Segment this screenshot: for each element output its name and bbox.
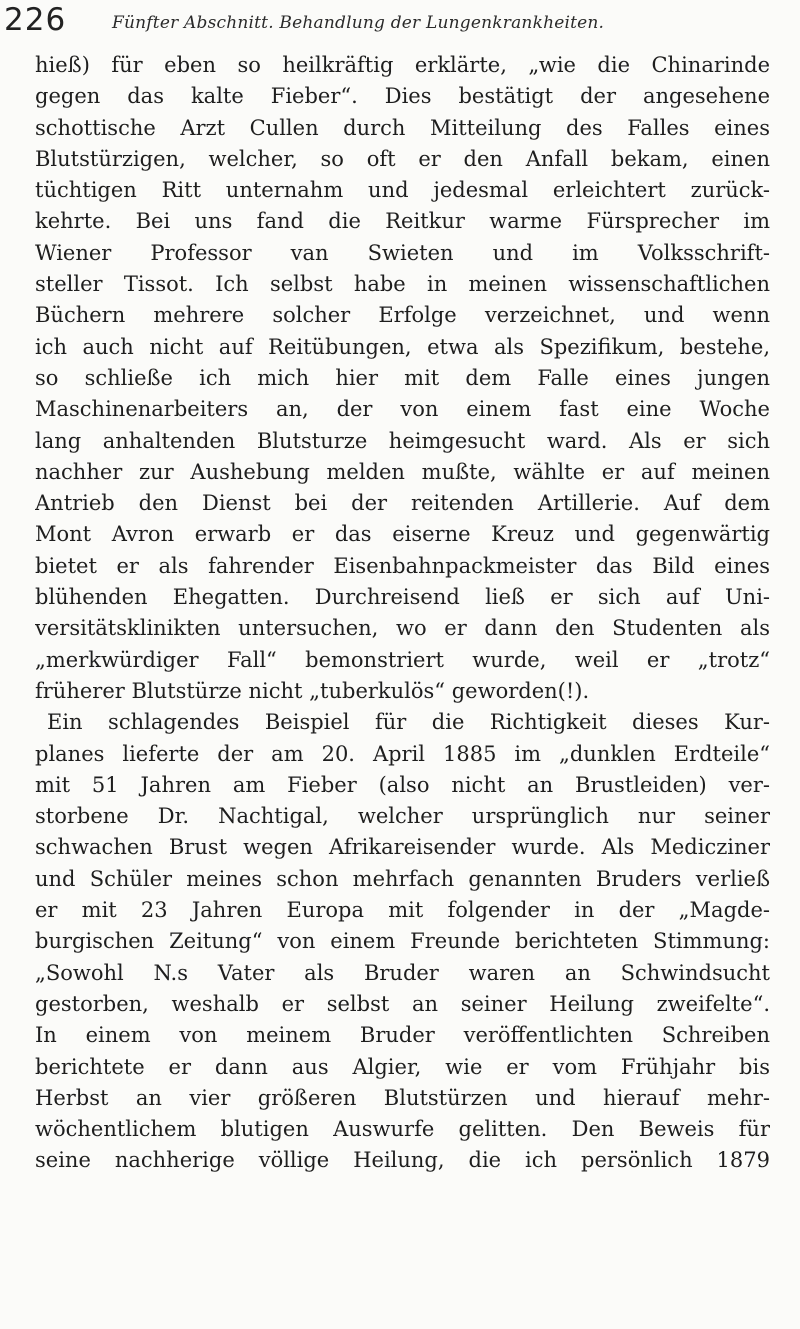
text-line: ich auch nicht auf Reitübungen, etwa als Spezifikum, bestehe, bbox=[35, 334, 770, 359]
text-line: planes lieferte der am 20. April 1885 im „dunklen Erdteile“ bbox=[35, 741, 770, 766]
text-line: steller Tissot. Ich selbst habe in meinen wissenschaftlichen bbox=[35, 272, 770, 297]
text-line: Herbst an vier größeren Blutstürzen und hierauf mehr- bbox=[35, 1085, 770, 1110]
text-line: Büchern mehrere solcher Erfolge verzeichnet, und wenn bbox=[35, 303, 770, 328]
body-text bbox=[35, 50, 770, 1177]
text-line: „merkwürdiger Fall“ bemonstriert wurde, weil er „trotz“ bbox=[35, 647, 770, 672]
text-line: wöchentlichem blutigen Auswurfe gelitten. Den Beweis für bbox=[35, 1117, 770, 1142]
text-line: tüchtigen Ritt unternahm und jedesmal erleichtert zurück- bbox=[35, 178, 770, 203]
text-line: burgischen Zeitung“ von einem Freunde berichteten Stimmung: bbox=[35, 929, 770, 954]
text-line: versitätsklinikten untersuchen, wo er dann den Studenten als bbox=[35, 616, 770, 641]
running-head-title: Fünfter Abschnitt. Behandlung der Lungenkrankheiten. bbox=[112, 13, 605, 33]
text-line: so schließe ich mich hier mit dem Falle eines jungen bbox=[35, 365, 770, 390]
text-line: Mont Avron erwarb er das eiserne Kreuz und gegenwärtig bbox=[35, 522, 770, 547]
text-line: schottische Arzt Cullen durch Mitteilung des Falles eines bbox=[35, 115, 770, 140]
text-line: schwachen Brust wegen Afrikareisender wurde. Als Medicziner bbox=[35, 835, 770, 860]
page-number: 226 bbox=[4, 2, 67, 38]
text-line: nachher zur Aushebung melden mußte, wählte er auf meinen bbox=[35, 459, 770, 484]
text-line: In einem von meinem Bruder veröffentlichten Schreiben bbox=[35, 1023, 770, 1048]
text-line: seine nachherige völlige Heilung, die ich persönlich 1879 bbox=[35, 1148, 770, 1173]
text-line: Ein schlagendes Beispiel für die Richtigkeit dieses Kur- bbox=[47, 710, 770, 735]
text-line: bietet er als fahrender Eisenbahnpackmeister das Bild eines bbox=[35, 553, 770, 578]
text-line: storbene Dr. Nachtigal, welcher ursprünglich nur seiner bbox=[35, 804, 770, 829]
text-line: blühenden Ehegatten. Durchreisend ließ er sich auf Uni- bbox=[35, 585, 770, 610]
text-line: er mit 23 Jahren Europa mit folgender in der „Magde- bbox=[35, 898, 770, 923]
text-line: Antrieb den Dienst bei der reitenden Artillerie. Auf dem bbox=[35, 491, 770, 516]
text-line: Blutstürzigen, welcher, so oft er den Anfall bekam, einen bbox=[35, 146, 770, 171]
text-line: und Schüler meines schon mehrfach genannten Bruders verließ bbox=[35, 866, 770, 891]
text-line: Maschinenarbeiters an, der von einem fast eine Woche bbox=[35, 397, 770, 422]
text-line: Wiener Professor van Swieten und im Volksschrift- bbox=[35, 240, 770, 265]
text-line: berichtete er dann aus Algier, wie er vom Frühjahr bis bbox=[35, 1054, 770, 1079]
text-line: mit 51 Jahren am Fieber (also nicht an Brustleiden) ver- bbox=[35, 772, 770, 797]
text-line: gestorben, weshalb er selbst an seiner Heilung zweifelte“. bbox=[35, 991, 770, 1016]
text-line: kehrte. Bei uns fand die Reitkur warme Fürsprecher im bbox=[35, 209, 770, 234]
text-line: „Sowohl N.s Vater als Bruder waren an Schwindsucht bbox=[35, 960, 770, 985]
running-head bbox=[0, 0, 800, 40]
text-line: lang anhaltenden Blutsturze heimgesucht ward. Als er sich bbox=[35, 428, 770, 453]
text-line: hieß) für eben so heilkräftig erklärte, „wie die Chinarinde bbox=[35, 53, 770, 77]
text-line: gegen das kalte Fieber“. Dies bestätigt der angesehene bbox=[35, 84, 770, 109]
text-line: früherer Blutstürze nicht „tuberkulös“ geworden(!). bbox=[35, 678, 590, 703]
